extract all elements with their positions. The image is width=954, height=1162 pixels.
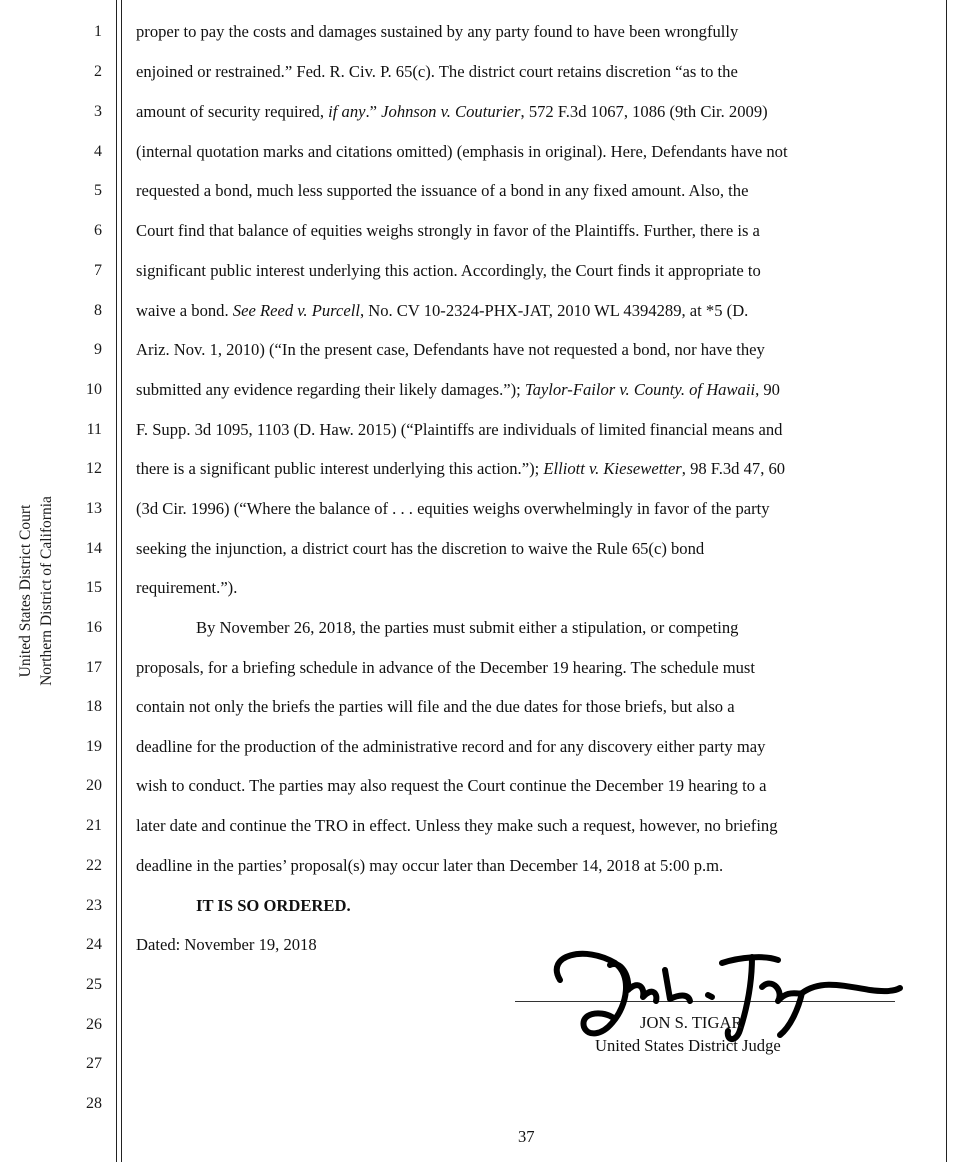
text-line: [136, 459, 785, 479]
left-margin-rule-inner: [121, 0, 122, 1162]
text-line: significant public interest underlying this action. Accordingly, the Court finds it appropriate to: [136, 261, 761, 280]
line-number: 15: [86, 579, 102, 596]
line-number: 21: [86, 817, 102, 834]
right-margin-rule: [946, 0, 947, 1162]
text-line: requirement.”).: [136, 578, 238, 597]
line-number: 4: [94, 143, 102, 160]
text-line: later date and continue the TRO in effect. Unless they make such a request, however, no briefing: [136, 816, 778, 835]
text-line: proper to pay the costs and damages sustained by any party found to have been wrongfully: [136, 22, 739, 41]
line-number: 13: [86, 500, 102, 517]
text-line: [136, 380, 780, 400]
line-number: 28: [86, 1095, 102, 1112]
line-number: 16: [86, 619, 102, 636]
district-name: Northern District of California: [38, 496, 55, 686]
line-number: 24: [86, 936, 102, 953]
text-line: proposals, for a briefing schedule in advance of the December 19 hearing. The schedule must: [136, 658, 755, 677]
text-run: waive a bond.: [136, 301, 233, 320]
text-line: deadline in the parties’ proposal(s) may occur later than December 14, 2018 at 5:00 p.m.: [136, 856, 724, 875]
text-run: there is a significant public interest underlying this action.”);: [136, 459, 544, 478]
text-line: (internal quotation marks and citations omitted) (emphasis in original). Here, Defendants have not: [136, 142, 788, 161]
case-citation: Taylor-Failor v. County. of Hawaii: [524, 380, 756, 399]
page-number: 37: [518, 1127, 535, 1146]
case-citation: See Reed v. Purcell: [232, 301, 360, 320]
date-line: Dated: November 19, 2018: [136, 935, 317, 954]
line-number: 8: [94, 302, 102, 319]
text-line: wish to conduct. The parties may also request the Court continue the December 19 hearing to a: [136, 776, 767, 795]
text-line: By November 26, 2018, the parties must submit either a stipulation, or competing: [196, 618, 739, 637]
line-number: 6: [94, 222, 102, 239]
text-run: , 90: [755, 380, 780, 399]
line-number: 2: [94, 63, 102, 80]
line-number: 7: [94, 262, 102, 279]
left-margin-rule-outer: [116, 0, 117, 1162]
line-number: 14: [86, 540, 102, 557]
line-number: 26: [86, 1016, 102, 1033]
text-line: (3d Cir. 1996) (“Where the balance of . . . equities weighs overwhelmingly in favor of the party: [136, 499, 770, 518]
line-number: 25: [86, 976, 102, 993]
text-run: , 98 F.3d 47, 60: [681, 459, 786, 478]
line-number: 22: [86, 857, 102, 874]
text-run: , No. CV 10-2324-PHX-JAT, 2010 WL 4394289, at *5 (D.: [359, 301, 749, 320]
text-run: amount of security required,: [136, 102, 329, 121]
judge-title: United States District Judge: [595, 1036, 781, 1055]
text-line: enjoined or restrained.” Fed. R. Civ. P. 65(c). The district court retains discretion “as to the: [136, 62, 738, 81]
line-number: 12: [86, 460, 102, 477]
text-line: Court find that balance of equities weighs strongly in favor of the Plaintiffs. Further, there is a: [136, 221, 760, 240]
line-number: 18: [86, 698, 102, 715]
court-side-caption: [15, 411, 59, 771]
text-line: F. Supp. 3d 1095, 1103 (D. Haw. 2015) (“Plaintiffs are individuals of limited financial means and: [136, 420, 783, 439]
text-line: requested a bond, much less supported the issuance of a bond in any fixed amount. Also, the: [136, 181, 749, 200]
text-line: seeking the injunction, a district court has the discretion to waive the Rule 65(c) bond: [136, 539, 705, 558]
line-number: 23: [86, 897, 102, 914]
line-number: 19: [86, 738, 102, 755]
case-citation: Johnson v. Couturier: [381, 102, 521, 121]
text-line: Ariz. Nov. 1, 2010) (“In the present case, Defendants have not requested a bond, nor have they: [136, 340, 765, 359]
text-run: submitted any evidence regarding their likely damages.”);: [136, 380, 525, 399]
text-run: .”: [365, 102, 382, 121]
court-name: United States District Court: [17, 504, 34, 678]
line-number: 20: [86, 777, 102, 794]
line-number: 10: [86, 381, 102, 398]
text-line: [136, 301, 748, 321]
line-number: 27: [86, 1055, 102, 1072]
text-line: [136, 102, 768, 122]
text-line: contain not only the briefs the parties will file and the due dates for those briefs, but also a: [136, 697, 735, 716]
judge-name: JON S. TIGAR: [640, 1013, 743, 1032]
line-number: 5: [94, 182, 102, 199]
emphasis-text: if any: [328, 102, 366, 121]
line-number: 3: [94, 103, 102, 120]
line-number: 9: [94, 341, 102, 358]
text-run: , 572 F.3d 1067, 1086 (9th Cir. 2009): [520, 102, 768, 121]
line-number: 1: [94, 23, 102, 40]
text-line: deadline for the production of the administrative record and for any discovery either party may: [136, 737, 766, 756]
order-heading: IT IS SO ORDERED.: [196, 896, 351, 915]
case-citation: Elliott v. Kiesewetter: [543, 459, 682, 478]
line-number: 17: [86, 659, 102, 676]
line-number: 11: [86, 421, 102, 438]
